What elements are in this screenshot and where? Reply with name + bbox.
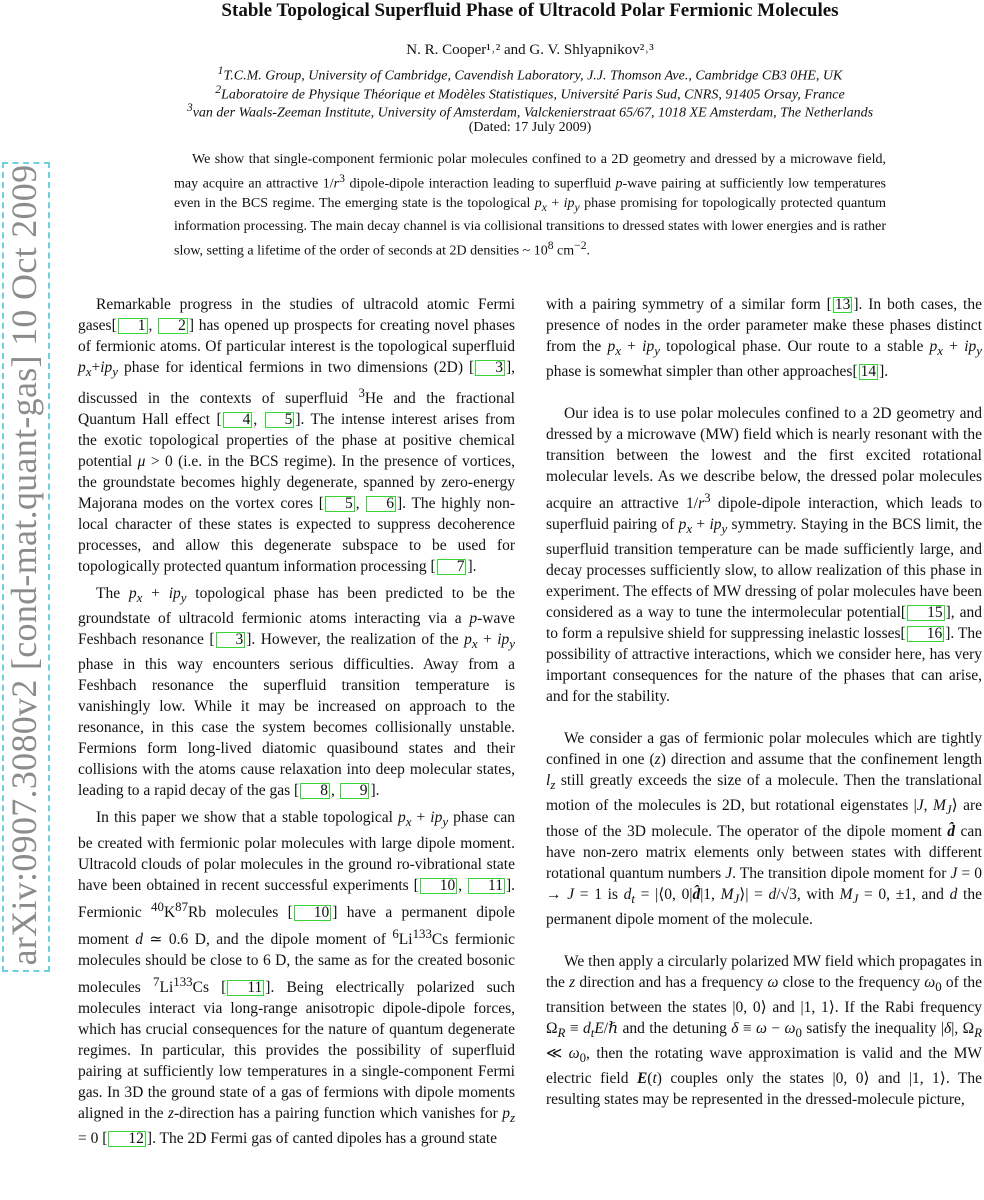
citation-link[interactable]: 9	[340, 783, 370, 799]
affiliation-3: $^3$van der Waals-Zeeman Institute, University of Amsterdam, Valckenierstraat 65/67, 1018 XE Amsterdam, The Netherlands	[186, 101, 874, 121]
arxiv-identifier[interactable]: arXiv:0907.3080v2 [cond-mat.quant-gas] 10 Oct 2009	[4, 164, 44, 966]
citation-link[interactable]: 5	[325, 496, 355, 512]
citation-link[interactable]: 11	[468, 878, 505, 894]
citation-link[interactable]: 4	[223, 412, 253, 428]
body-column-left	[78, 294, 515, 1149]
citation-link[interactable]: 16	[907, 626, 945, 642]
paragraph: Our idea is to use polar molecules confined to a 2D geometry and dressed by a microwave (MW) field which is nearly resonant with the transition between the lowest and the first excited rotational molecular levels. As we describe below, the dressed polar molecules acquire an attractive $1/r^3$ dipole-dipole interaction, which leads to superfluid pairing of $p_x + ip_y$ symmetry. Staying in the BCS limit, the superfluid transition temperature can be made sufficiently large, and decay processes sufficiently slow, to allow realization of this phase in experiment. The effects of MW dressing of polar molecules have been considered as a way to tune the intermolecular potential[ 15 ], and to form a repulsive shield for suppressing inelastic losses[ 16 ]. The possibility of attractive interactions, which we consider here, has very important consequences for the nature of the phases that can arise, and for the stability.	[546, 405, 983, 706]
paper-authors: N. R. Cooper¹˒² and G. V. Shlyapnikov²˒³	[406, 42, 654, 58]
affiliation-2: $^2$Laboratoire de Physique Théorique et Modèles Statistiques, Université Paris Sud, CNRS, 91405 Orsay, France	[215, 83, 845, 103]
citation-link[interactable]: 6	[366, 496, 396, 512]
paragraph: with a pairing symmetry of a similar form [ 13 ]. In both cases, the presence of nodes in the order parameter make these phases distinct from the $p_x + ip_y$ topological phase. Our route to a stable $p_x + ip_y$ phase is somewhat simpler than other approaches[ 14 ].	[546, 296, 982, 381]
citation-link[interactable]: 13	[834, 296, 851, 313]
paragraph: We consider a gas of fermionic polar molecules which are tightly confined in one (z) direction and assume that the confinement length $l_z$ still greatly exceeds the size of a molecule. Then the translational motion of the molecules is 2D, but rotational eigenstates |J, $M_J⟩$ are those of the 3D molecule. The operator of the dipole moment d̂ can have non-zero matrix elements only between states with different rotational quantum numbers J. The transition dipole moment for J = 0 → J = 1 is $d_t$ = |⟨0, 0|d̂|1, $M_J⟩| = d/√3$, with $M_J = 0$, ±1, and d the permanent dipole moment of the molecule.	[546, 730, 983, 928]
citation-link[interactable]: 10	[294, 905, 332, 921]
paragraph: Remarkable progress in the studies of ultracold atomic Fermi gases[ 1 , 2 ] has opened up prospects for creating novel phases of fermionic atoms. Of particular interest is the topological superfluid $p_x+ip_y$ phase for identical fermions in two dimensions (2D) [ 3 ], discussed in the contexts of superfluid $^3$He and the fractional Quantum Hall effect [ 4 , 5 ]. The intense interest arises from the exotic topological properties of the phase at positive chemical potential μ > 0 (i.e. in the BCS regime). In the presence of vortices, the groundstate becomes highly degenerate, spanned by zero-energy Majorana modes on the vortex cores [ 5 , 6 ]. The highly non-local character of these states is expected to suppress decoherence processes, and allow this degenerate subspace to be used for topologically protected quantum information processing [ 7 ].	[78, 296, 516, 576]
paper-title: Stable Topological Superfluid Phase of Ultracold Polar Fermionic Molecules	[221, 0, 839, 21]
abstract: We show that single-component fermionic polar molecules confined to a 2D geometry and dressed by a microwave field, may acquire an attractive $1/r^3$ dipole-dipole interaction leading to superfluid p-wave pairing at sufficiently low temperatures even in the BCS regime. The emerging state is the topological $p_x + ip_y$ phase promising for topologically protected quantum information processing. The main decay channel is via collisional transitions to dressed states with lower energies and is rather slow, setting a lifetime of the order of seconds at 2D densities ~ $10^8$ $cm^{-2}$.	[174, 152, 887, 259]
citation-link[interactable]: 11	[227, 980, 264, 996]
citation-link[interactable]: 2	[158, 318, 188, 334]
citation-link[interactable]: 5	[265, 412, 295, 428]
body-column-right	[546, 294, 982, 1110]
paper-date: (Dated: 17 July 2009)	[468, 120, 592, 135]
citation-link[interactable]: 12	[108, 1131, 146, 1147]
citation-link[interactable]: 14	[860, 363, 877, 381]
citation-link[interactable]: 3	[475, 360, 505, 376]
affiliation-1: $^1$T.C.M. Group, University of Cambridge, Cavendish Laboratory, J.J. Thomson Ave., Cambridge CB3 0HE, UK	[217, 64, 843, 84]
citation-link[interactable]: 3	[216, 632, 246, 648]
citation-link[interactable]: 15	[907, 605, 945, 621]
paragraph: The $p_x + ip_y$ topological phase has been predicted to be the groundstate of ultracold fermionic atoms interacting via a p-wave Feshbach resonance [ 3 ]. However, the realization of the $p_x + ip_y$ phase in this way encounters serious difficulties. Away from a Feshbach resonance the superfluid transition temperature is vanishingly low. While it may be increased on approach to the resonance, in this case the system becomes collisionally unstable. Fermions form long-lived diatomic quasibound states and their collisions with the atoms cause relaxation into deep molecular states, leading to a rapid decay of the gas [ 8 , 9 ].	[78, 585, 515, 800]
paragraph: We then apply a circularly polarized MW field which propagates in the z direction and has a frequency ω close to the frequency $\omega_0$ of the transition between the states |0, 0⟩ and |1, 1⟩. If the Rabi frequency $\Omega_R$ ≡ $d_tE/\hbar$ and the detuning $\delta \equiv \omega - \omega_0$ satisfy the inequality |δ|, $\Omega_R$ ≪ $\omega_0$, then the rotating wave approximation is valid and the MW electric field E(t) couples only the states |0, 0⟩ and |1, 1⟩. The resulting states may be represented in the dressed-molecule picture,	[546, 952, 983, 1108]
citation-link[interactable]: 1	[118, 318, 148, 334]
citation-link[interactable]: 8	[300, 783, 330, 799]
citation-link[interactable]: 7	[437, 559, 467, 575]
paragraph: In this paper we show that a stable topological $p_x + ip_y$ phase can be created with fermionic polar molecules with large dipole moment. Ultracold clouds of polar molecules in the ground ro-vibrational state have been obtained in recent successful experiments [ 10 , 11 ]. Fermionic $^{40}K^{87}Rb$ molecules [ 10 ] have a permanent dipole moment d ≃ 0.6 D, and the dipole moment of $^6$Li$^{133}$Cs fermionic molecules should be close to 6 D, the same as for the created bosonic molecules $^7$Li$^{133}$Cs [ 11 ]. Being electrically polarized such molecules interact via long-range anisotropic dipole-dipole forces, which has crucial consequences for the nature of quantum degenerate regimes. In particular, this provides the possibility of superfluid pairing at sufficiently low temperatures in a single-component Fermi gas. In 3D the ground state of a gas of fermions with dipole moments aligned in the z-direction has a pairing function which vanishes for $p_z = 0$ [ 12 ]. The 2D Fermi gas of canted dipoles has a ground state	[78, 809, 516, 1148]
citation-link[interactable]: 10	[420, 878, 458, 894]
